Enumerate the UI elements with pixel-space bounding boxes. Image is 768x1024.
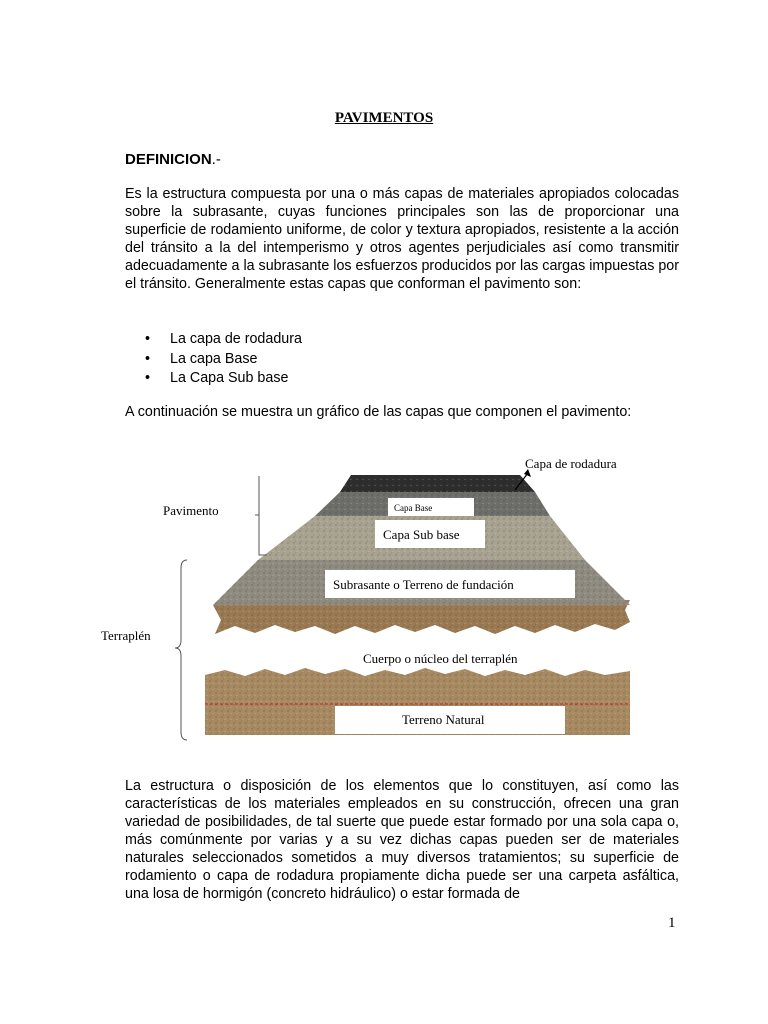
cuerpo-terraplen-label: Cuerpo o núcleo del terraplén <box>363 651 518 666</box>
definition-paragraph: Es la estructura compuesta por una o más capas de materiales apropiados colocadas sobre la subrasante, cuyas funciones principales son las de proporcionar una superficie de rodamiento uniforme, de color y textura apropiados, resistente a la acción del tránsito a la del intemperismo y otros agentes perjudiciales así como transmitir adecuadamente a la subrasante los esfuerzos producidos por las cargas impuestas por el tránsito. Generalmente estas capas que conforman el pavimento son: <box>125 186 679 292</box>
terraplen-label: Terraplén <box>101 628 151 643</box>
list-item-label: La Capa Sub base <box>170 370 289 386</box>
definition-heading-suffix: .- <box>211 151 221 168</box>
terraplen-brace <box>175 560 187 740</box>
rodadura-texture <box>340 475 535 492</box>
page-number: 1 <box>668 915 676 931</box>
pavimento-label: Pavimento <box>163 503 219 518</box>
list-item-label: La capa Base <box>170 350 258 367</box>
terraplen-texture <box>213 600 630 634</box>
capa-rodadura-label: Capa de rodadura <box>525 456 617 471</box>
bullet-icon: • <box>145 331 151 347</box>
bullet-icon: • <box>145 350 151 367</box>
structure-paragraph: La estructura o disposición de los elementos que lo constituyen, así como las características de los materiales empleados en su construcción, ofrecen una gran variedad de posibilidades, de tal suerte que puede estar formado por una sola capa o, más comúnmente por varias y a su vez dichas capas pueden ser de materiales naturales seleccionados sometidos a muy diversos tratamientos; su superficie de rodamiento o capa de rodadura propiamente dicha puede ser una carpeta asfáltica, una losa de hormigón (concreto hidráulico) o estar formada de <box>125 778 679 902</box>
pavimento-bracket <box>255 476 267 555</box>
layers-list <box>125 330 302 389</box>
list-item <box>125 369 302 389</box>
list-item <box>125 330 302 350</box>
page-title: PAVIMENTOS <box>334 110 434 126</box>
definition-heading-label: DEFINICION <box>125 151 212 168</box>
capa-base-label: Capa Base <box>394 503 433 513</box>
subrasante-label: Subrasante o Terreno de fundación <box>333 577 514 592</box>
list-item <box>125 350 302 370</box>
diagram-intro-paragraph: A continuación se muestra un gráfico de las capas que componen el pavimento: <box>125 404 632 420</box>
list-item-label: La capa de rodadura <box>170 331 302 347</box>
terreno-natural-label: Terreno Natural <box>402 712 485 727</box>
definition-heading <box>125 151 221 168</box>
pavement-layers-diagram <box>95 440 655 760</box>
capa-sub-base-label: Capa Sub base <box>383 527 460 542</box>
bullet-icon: • <box>145 370 151 386</box>
